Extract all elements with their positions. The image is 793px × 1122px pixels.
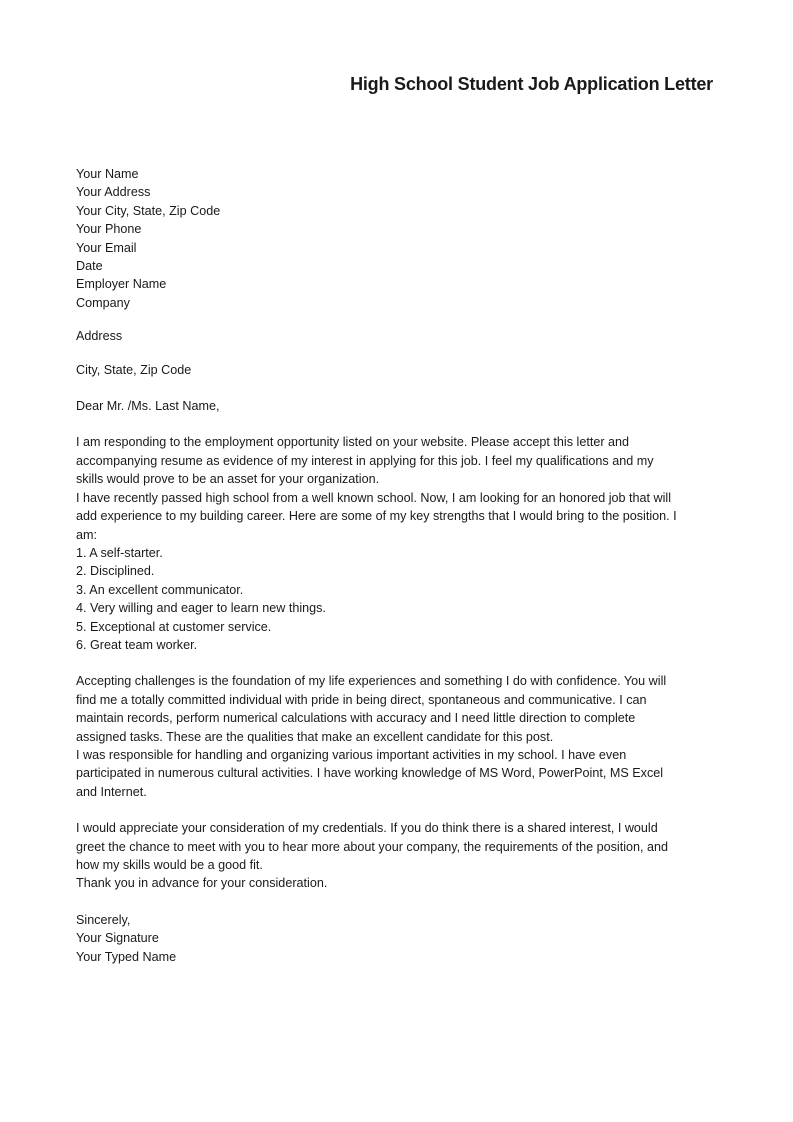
- salutation: Dear Mr. /Ms. Last Name,: [76, 399, 220, 414]
- paragraph-intro: [76, 433, 708, 488]
- company-name: Company: [76, 295, 130, 310]
- paragraph-background: [76, 489, 708, 544]
- list-item: 1. A self-starter.: [76, 545, 163, 560]
- sender-phone: Your Phone: [76, 222, 142, 237]
- letter-date: Date: [76, 259, 103, 274]
- list-item: 6. Great team worker.: [76, 637, 198, 652]
- sender-address: Your Address: [76, 185, 151, 200]
- sender-city-state-zip: Your City, State, Zip Code: [76, 203, 221, 218]
- paragraph-line: I have recently passed high school from a well known school. Now, I am looking for an honored job that will: [76, 490, 672, 505]
- sender-name: Your Name: [76, 167, 139, 181]
- paragraph-closing: [76, 819, 708, 893]
- valediction: Sincerely,: [76, 912, 131, 927]
- list-item: 4. Very willing and eager to learn new things.: [76, 601, 326, 616]
- paragraph-line: I am responding to the employment opportunity listed on your website. Please accept this letter and: [76, 435, 630, 450]
- document-title: High School Student Job Application Letter: [350, 74, 713, 94]
- paragraph-activities: [76, 746, 708, 801]
- paragraph-line: greet the chance to meet with you to hear more about your company, the requirements of the position, and: [76, 839, 669, 854]
- paragraph-line: find me a totally committed individual with pride in being direct, spontaneous and communicative. I can: [76, 692, 647, 707]
- paragraph-line: add experience to my building career. Here are some of my key strengths that I would bring to the position. I: [76, 509, 677, 524]
- paragraph-line: how my skills would be a good fit.: [76, 858, 263, 872]
- list-item: 5. Exceptional at customer service.: [76, 619, 272, 634]
- paragraph-line: participated in numerous cultural activities. I have working knowledge of MS Word, PowerPoint, MS Excel: [76, 766, 664, 781]
- paragraph-challenges: [76, 672, 708, 746]
- recipient-address: Address: [76, 329, 123, 344]
- typed-name: Your Typed Name: [76, 949, 177, 964]
- paragraph-line: Accepting challenges is the foundation of my life experiences and something I do with confidence. You will: [76, 674, 667, 689]
- recipient-city-state-zip: City, State, Zip Code: [76, 362, 192, 377]
- paragraph-line: accompanying resume as evidence of my interest in applying for this job. I feel my qualifications and my: [76, 453, 654, 468]
- thank-you-line: Thank you in advance for your consideration.: [76, 876, 328, 891]
- sender-email: Your Email: [76, 240, 137, 255]
- sender-block: [76, 165, 708, 312]
- paragraph-line: assigned tasks. These are the qualities that make an excellent candidate for this post.: [76, 729, 554, 744]
- letter-content: [76, 165, 708, 966]
- list-item: 2. Disciplined.: [76, 564, 155, 579]
- paragraph-line: skills would prove to be an asset for your organization.: [76, 472, 380, 487]
- strengths-list: [76, 544, 708, 654]
- paragraph-line: maintain records, perform numerical calculations with accuracy and I need little direction to complete: [76, 711, 636, 726]
- signature: Your Signature: [76, 931, 159, 946]
- paragraph-line: and Internet.: [76, 784, 147, 799]
- list-item: 3. An excellent communicator.: [76, 582, 244, 597]
- paragraph-line: I was responsible for handling and organizing various important activities in my school. I have even: [76, 747, 627, 762]
- closing-block: [76, 911, 708, 966]
- paragraph-line: I would appreciate your consideration of my credentials. If you do think there is a shared interest, I would: [76, 821, 658, 836]
- paragraph-line: am:: [76, 527, 97, 542]
- employer-name: Employer Name: [76, 277, 167, 292]
